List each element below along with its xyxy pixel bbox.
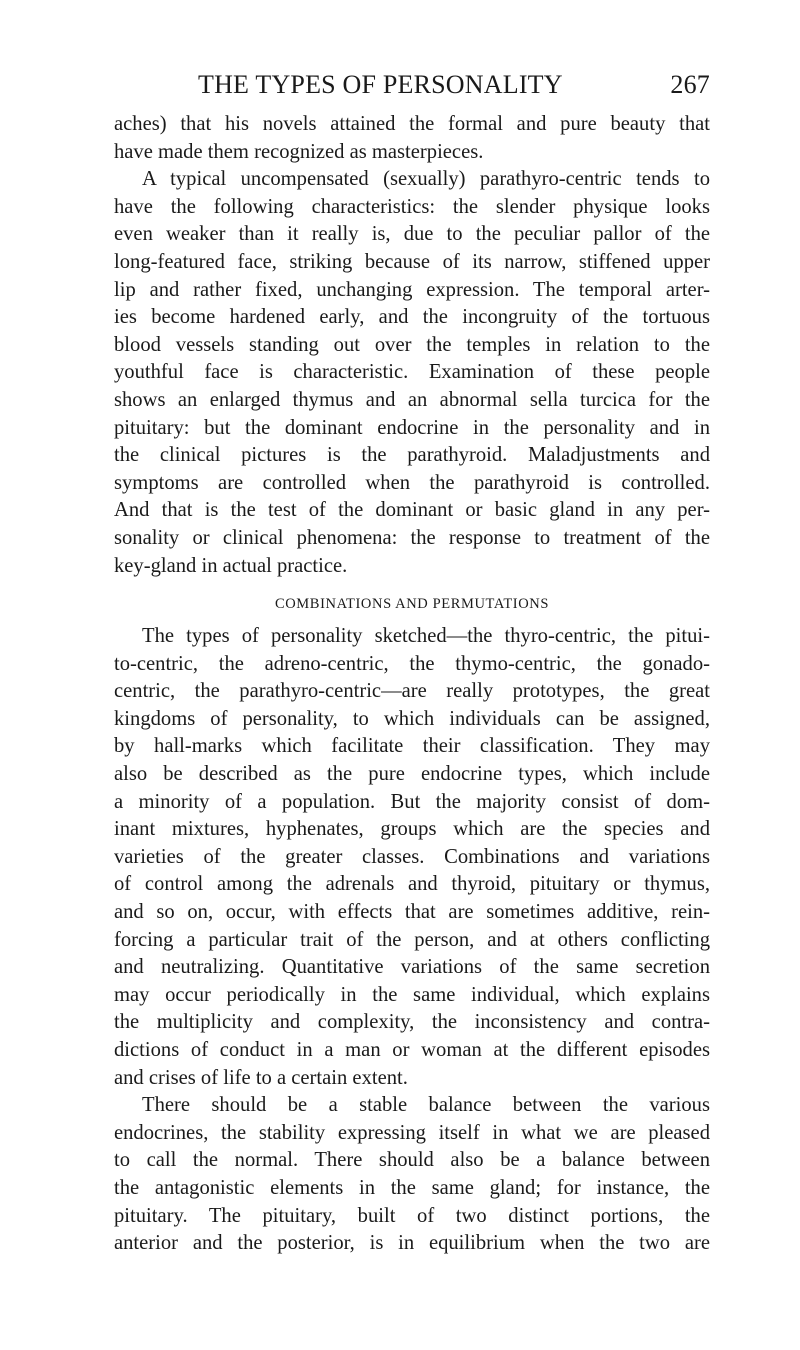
- text-line: lip and rather fixed, unchanging expression. The temporal arter-: [114, 278, 710, 301]
- text-line: forcing a particular trait of the person, and at others conflicting: [114, 928, 710, 951]
- text-line: key-gland in actual practice.: [114, 554, 348, 577]
- page-number: 267: [670, 70, 710, 99]
- text-line: the multiplicity and complexity, the inconsistency and contra-: [114, 1011, 710, 1034]
- paragraph: [114, 1092, 710, 1258]
- paragraph: [114, 166, 710, 580]
- text-line: pituitary: but the dominant endocrine in the personality and in: [114, 416, 710, 439]
- text-line: ies become hardened early, and the incongruity of the tortuous: [114, 306, 710, 329]
- text-line: aches) that his novels attained the formal and pure beauty that: [114, 113, 710, 135]
- text-line: youthful face is characteristic. Examination of these people: [114, 361, 710, 384]
- text-line: even weaker than it really is, due to the peculiar pallor of the: [114, 223, 710, 246]
- text-line: also be described as the pure endocrine types, which include: [114, 763, 710, 786]
- text-line: the clinical pictures is the parathyroid. Maladjustments and: [114, 444, 710, 467]
- paragraph: [114, 623, 710, 1092]
- text-line: varieties of the greater classes. Combinations and variations: [114, 845, 710, 868]
- text-line: long-featured face, striking because of its narrow, stiffened upper: [114, 250, 710, 273]
- text-line: may occur periodically in the same individual, which explains: [114, 983, 710, 1006]
- text-line: a minority of a population. But the majority consist of dom-: [114, 790, 710, 813]
- text-line: A typical uncompensated (sexually) parathyro-centric tends to: [142, 168, 710, 191]
- text-line: centric, the parathyro-centric—are really prototypes, the great: [114, 680, 710, 703]
- text-line: and so on, occur, with effects that are sometimes additive, rein-: [114, 901, 710, 924]
- text-line: And that is the test of the dominant or basic gland in any per-: [114, 499, 710, 522]
- text-line: by hall-marks which facilitate their classification. They may: [114, 735, 710, 758]
- text-line: dictions of conduct in a man or woman at the different episodes: [114, 1039, 710, 1061]
- text-line: kingdoms of personality, to which individuals can be assigned,: [114, 707, 710, 730]
- text-line: inant mixtures, hyphenates, groups which are the species and: [114, 818, 710, 841]
- text-line: to call the normal. There should also be a balance between: [114, 1149, 710, 1172]
- section-heading: COMBINATIONS AND PERMUTATIONS: [274, 596, 550, 613]
- chapter-title: THE TYPES OF PERSONALITY: [198, 70, 563, 99]
- text-line: sonality or clinical phenomena: the response to treatment of the: [114, 526, 710, 549]
- text-line: shows an enlarged thymus and an abnormal sella turcica for the: [114, 388, 710, 411]
- running-head: [198, 70, 710, 104]
- text-line: pituitary. The pituitary, built of two distinct portions, the: [114, 1204, 710, 1227]
- text-line: the antagonistic elements in the same gland; for instance, the: [114, 1176, 710, 1199]
- text-line: There should be a stable balance between the various: [142, 1094, 710, 1117]
- text-line: anterior and the posterior, is in equilibrium when the two are: [114, 1232, 710, 1255]
- text-line: have made them recognized as masterpieces.: [114, 140, 484, 163]
- text-line: blood vessels standing out over the temples in relation to the: [114, 333, 710, 356]
- text-line: to-centric, the adreno-centric, the thymo-centric, the gonado-: [114, 652, 710, 675]
- body-text: [114, 111, 710, 1258]
- text-line: endocrines, the stability expressing itself in what we are pleased: [114, 1121, 710, 1144]
- paragraph-continuation: [114, 111, 710, 166]
- text-line: and crises of life to a certain extent.: [114, 1066, 408, 1089]
- text-line: have the following characteristics: the slender physique looks: [114, 195, 710, 218]
- text-line: symptoms are controlled when the parathyroid is controlled.: [114, 471, 710, 494]
- text-line: The types of personality sketched—the thyro-centric, the pitui-: [142, 625, 710, 648]
- text-line: of control among the adrenals and thyroid, pituitary or thymus,: [114, 873, 710, 896]
- text-line: and neutralizing. Quantitative variations of the same secretion: [114, 956, 710, 979]
